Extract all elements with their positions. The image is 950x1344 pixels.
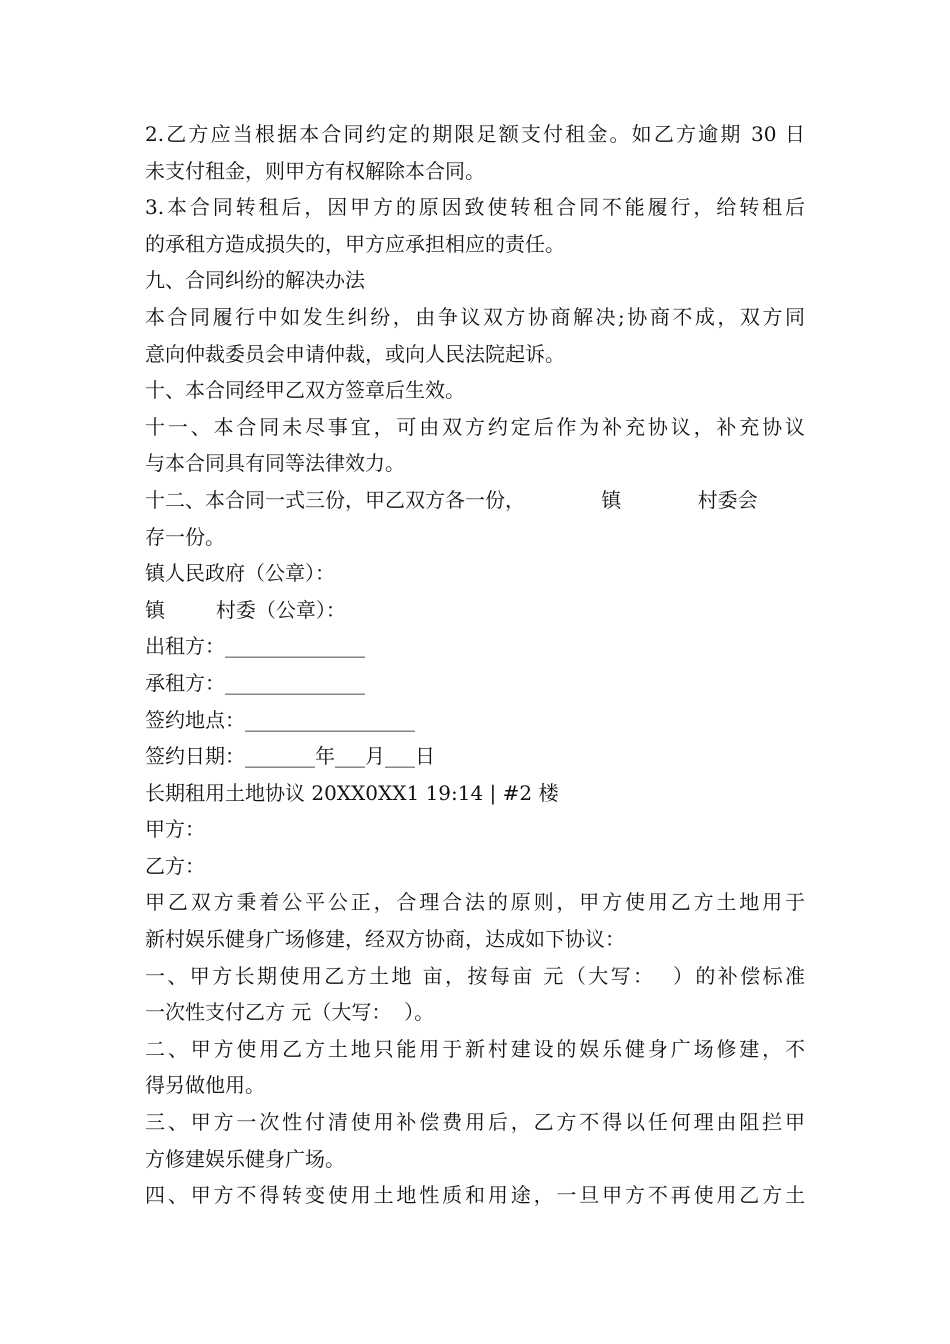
document-title: 长期租用土地协议 20XX0XX1 19:14 | #2 楼 xyxy=(145,780,559,805)
text-line: 十、本合同经甲乙双方签章后生效。 xyxy=(145,378,465,403)
signature-lessor: 出租方：______________ xyxy=(145,634,365,659)
text-line: 一、甲方长期使用乙方土地 亩，按每亩 元（大写： ）的补偿标准 xyxy=(145,963,805,988)
text-line: 甲乙双方秉着公平公正，合理合法的原则，甲方使用乙方土地用于 xyxy=(145,890,805,915)
document-page xyxy=(145,116,805,1214)
text-line: 的承租方造成损失的，甲方应承担相应的责任。 xyxy=(145,231,565,256)
signing-date: 签约日期：_______年___月___日 xyxy=(145,744,435,769)
text-line: 四、甲方不得转变使用土地性质和用途，一旦甲方不再使用乙方土 xyxy=(145,1183,805,1208)
signature-lessee: 承租方：______________ xyxy=(145,670,365,695)
text-line: 与本合同具有同等法律效力。 xyxy=(145,451,405,476)
party-a-label: 甲方： xyxy=(145,817,205,842)
text-line: 存一份。 xyxy=(145,524,225,549)
text-line: 方修建娱乐健身广场。 xyxy=(145,1146,345,1171)
text-line: 十一、本合同未尽事宜，可由双方约定后作为补充协议，补充协议 xyxy=(145,414,805,439)
text-line: 新村娱乐健身广场修建，经双方协商，达成如下协议： xyxy=(145,927,625,952)
seal-line-town-government: 镇人民政府（公章）： xyxy=(145,561,335,586)
text-line: 意向仲裁委员会申请仲裁，或向人民法院起诉。 xyxy=(145,341,565,366)
text-line: 2.乙方应当根据本合同约定的期限足额支付租金。如乙方逾期 30 日 xyxy=(145,122,805,146)
seal-line-village-committee: 镇 村委（公章）： xyxy=(145,597,346,622)
text-line: 未支付租金，则甲方有权解除本合同。 xyxy=(145,158,485,183)
party-b-label: 乙方： xyxy=(145,853,205,878)
text-line: 十二、本合同一式三份，甲乙双方各一份， 镇 村委会 xyxy=(145,487,758,512)
text-line: 3.本合同转租后，因甲方的原因致使转租合同不能履行，给转租后 xyxy=(145,195,805,220)
text-line: 得另做他用。 xyxy=(145,1073,265,1098)
text-line: 三、甲方一次性付清使用补偿费用后，乙方不得以任何理由阻拦甲 xyxy=(145,1110,805,1135)
text-line: 二、甲方使用乙方土地只能用于新村建设的娱乐健身广场修建，不 xyxy=(145,1036,805,1061)
text-line: 本合同履行中如发生纠纷，由争议双方协商解决;协商不成，双方同 xyxy=(145,304,805,329)
signing-place: 签约地点：_________________ xyxy=(145,707,415,732)
section-heading: 九、合同纠纷的解决办法 xyxy=(145,268,365,293)
text-line: 一次性支付乙方 元（大写： ）。 xyxy=(145,1000,435,1025)
